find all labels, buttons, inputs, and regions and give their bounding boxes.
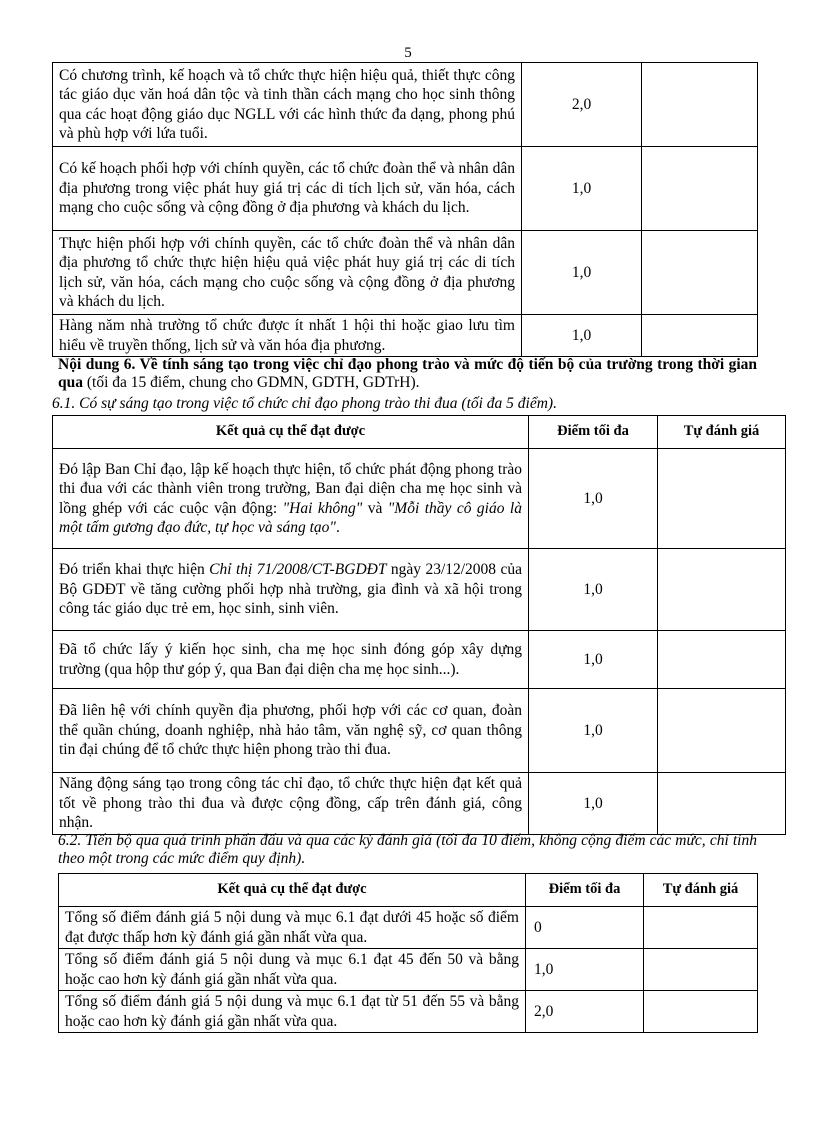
self-score-cell[interactable] (642, 63, 758, 147)
criterion-text: Hàng năm nhà trường tổ chức được ít nhất 1 hội thi hoặc giao lưu tìm hiểu về truyền thống, lịch sử và văn hóa địa phương. (53, 315, 522, 357)
criterion-text: Tổng số điểm đánh giá 5 nội dung và mục 6.1 đạt dưới 45 hoặc số điểm đạt được thấp hơn kỳ đánh giá gần nhất vừa qua. (59, 907, 526, 949)
table-row (53, 147, 758, 231)
criterion-text: Thực hiện phối hợp với chính quyền, các tổ chức đoàn thể và nhân dân địa phương tổ chức thực hiện hiệu quả việc phát huy giá trị các di tích lịch sử, văn hóa, cách mạng cho cuộc sống và cộng đồng ở địa phương và khách du lịch. (53, 231, 522, 315)
max-score: 2,0 (522, 63, 642, 147)
table-row (53, 449, 786, 549)
column-header-results: Kết quả cụ thể đạt được (59, 874, 526, 907)
section-6-title: Nội dung 6. Về tính sáng tạo trong việc chỉ đạo phong trào và mức độ tiến bộ của trường trong thời gian qua (58, 356, 757, 391)
self-score-cell[interactable] (658, 449, 786, 549)
table-row (59, 949, 758, 991)
column-header-results: Kết quả cụ thể đạt được (53, 416, 529, 449)
table-header-row (59, 874, 758, 907)
table-row (59, 991, 758, 1033)
max-score: 1,0 (529, 449, 658, 549)
criterion-text: Có chương trình, kế hoạch và tổ chức thực hiện hiệu quả, thiết thực công tác giáo dục văn hoá dân tộc và tinh thần cách mạng cho học sinh thông qua các hoạt động giáo dục NGLL với các hình thức đa dạng, phong phú và phù hợp với lứa tuổi. (53, 63, 522, 147)
column-header-self-assessment: Tự đánh giá (658, 416, 786, 449)
max-score: 1,0 (522, 147, 642, 231)
max-score: 1,0 (526, 949, 644, 991)
subsection-6-1-heading: 6.1. Có sự sáng tạo trong việc tổ chức chỉ đạo phong trào thi đua (tối đa 5 điểm). (52, 395, 557, 412)
self-score-cell[interactable] (642, 231, 758, 315)
self-score-cell[interactable] (644, 949, 758, 991)
max-score: 1,0 (529, 773, 658, 835)
max-score: 1,0 (529, 549, 658, 631)
criterion-text: Có kế hoạch phối hợp với chính quyền, các tổ chức đoàn thể và nhân dân địa phương trong việc phát huy giá trị các di tích lịch sử, văn hóa, cách mạng cho cuộc sống và cộng đồng ở địa phương và khách du lịch. (53, 147, 522, 231)
self-score-cell[interactable] (658, 631, 786, 689)
max-score: 1,0 (522, 315, 642, 357)
column-header-max-score: Điểm tối đa (526, 874, 644, 907)
table-header-row (53, 416, 786, 449)
criterion-text: Đó lập Ban Chỉ đạo, lập kế hoạch thực hiện, tổ chức phát động phong trào thi đua với các thành viên trong trường, Ban đại diện cha mẹ học sinh và lồng ghép với các cuộc vận động: "Hai không" và "Mỗi thầy cô giáo là một tấm gương đạo đức, tự học và sáng tạo". (53, 449, 529, 549)
column-header-max-score: Điểm tối đa (529, 416, 658, 449)
table-row (53, 63, 758, 147)
criterion-text: Đã liên hệ với chính quyền địa phương, phối hợp với các cơ quan, đoàn thể quần chúng, doanh nghiệp, nhà hảo tâm, văn nghệ sỹ, cơ quan thông tin đại chúng để tổ chức thực hiện phong trào thi đua. (53, 689, 529, 773)
max-score: 1,0 (529, 689, 658, 773)
table-row (59, 907, 758, 949)
self-score-cell[interactable] (644, 991, 758, 1033)
subsection-6-2-heading: 6.2. Tiến bộ qua quá trình phấn đấu và qua các kỳ đánh giá (tối đa 10 điểm, không cộng điểm các mức, chỉ tính theo một trong các mức điểm quy định). (58, 832, 757, 867)
criteria-table-continued (52, 62, 758, 357)
self-score-cell[interactable] (642, 315, 758, 357)
max-score: 0 (526, 907, 644, 949)
column-header-self-assessment: Tự đánh giá (644, 874, 758, 907)
self-score-cell[interactable] (658, 689, 786, 773)
section-6-heading (58, 356, 757, 392)
max-score: 2,0 (526, 991, 644, 1033)
table-row (53, 315, 758, 357)
max-score: 1,0 (529, 631, 658, 689)
table-row (53, 689, 786, 773)
self-score-cell[interactable] (658, 773, 786, 835)
criterion-text: Đó triển khai thực hiện Chỉ thị 71/2008/CT-BGDĐT ngày 23/12/2008 của Bộ GDĐT về tăng cường phối hợp nhà trường, gia đình và xã hội trong công tác giáo dục trẻ em, học sinh, sinh viên. (53, 549, 529, 631)
criterion-text: Năng động sáng tạo trong công tác chỉ đạo, tổ chức thực hiện đạt kết quả tốt về phong trào thi đua và được cộng đồng, cấp trên đánh giá, công nhận. (53, 773, 529, 835)
table-row (53, 773, 786, 835)
self-score-cell[interactable] (642, 147, 758, 231)
section-6-note: (tối đa 15 điểm, chung cho GDMN, GDTH, GDTrH). (83, 374, 420, 391)
criterion-text: Đã tổ chức lấy ý kiến học sinh, cha mẹ học sinh đóng góp xây dựng trường (qua hộp thư góp ý, qua Ban đại diện cha mẹ học sinh...). (53, 631, 529, 689)
self-score-cell[interactable] (658, 549, 786, 631)
table-row (53, 631, 786, 689)
criteria-table-6-1 (52, 415, 786, 835)
criterion-text: Tổng số điểm đánh giá 5 nội dung và mục 6.1 đạt 45 đến 50 và bằng hoặc cao hơn kỳ đánh giá gần nhất vừa qua. (59, 949, 526, 991)
criteria-table-6-2 (58, 873, 758, 1033)
max-score: 1,0 (522, 231, 642, 315)
table-row (53, 549, 786, 631)
table-row (53, 231, 758, 315)
self-score-cell[interactable] (644, 907, 758, 949)
page-number: 5 (404, 45, 412, 61)
criterion-text: Tổng số điểm đánh giá 5 nội dung và mục 6.1 đạt từ 51 đến 55 và bằng hoặc cao hơn kỳ đánh giá gần nhất vừa qua. (59, 991, 526, 1033)
